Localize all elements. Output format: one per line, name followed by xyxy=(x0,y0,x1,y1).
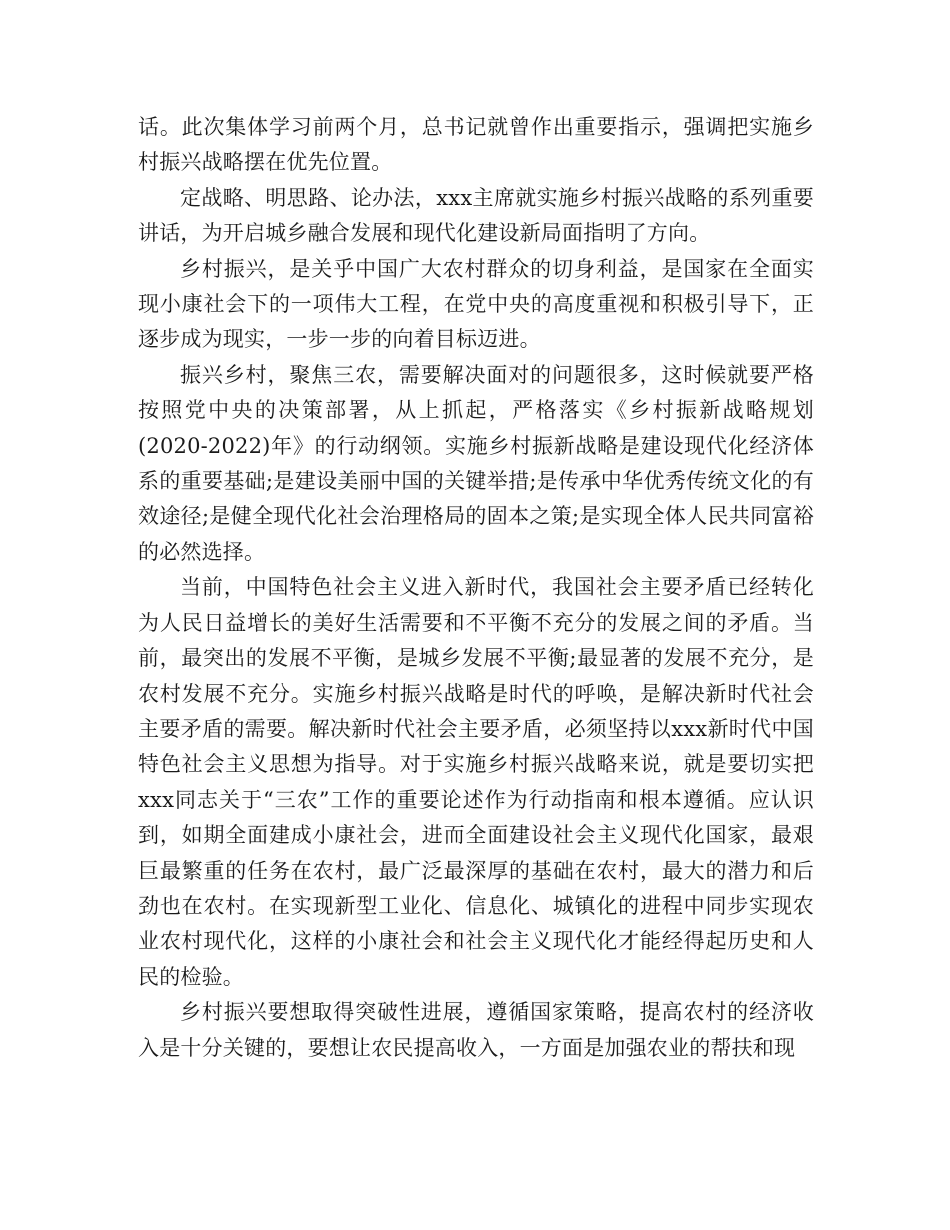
paragraph-1: 话。此次集体学习前两个月，总书记就曾作出重要指示，强调把实施乡村振兴战略摆在优先位置。 xyxy=(138,115,814,175)
paragraph-3: 乡村振兴，是关乎中国广大农村群众的切身利益，是国家在全面实现小康社会下的一项伟大工程，在党中央的高度重视和积极引导下，正逐步成为现实，一步一步的向着目标迈进。 xyxy=(138,256,814,352)
paragraph-4: 振兴乡村，聚焦三农，需要解决面对的问题很多，这时候就要严格按照党中央的决策部署，从上抓起，严格落实《乡村振新战略规划(2020-2022)年》的行动纲领。实施乡村振新战略是建设现代化经济体系的重要基础;是建设美丽中国的关键举措;是传承中华优秀传统文化的有效途径;是健全现代化社会治理格局的固本之策;是实现全体人民共同富裕的必然选择。 xyxy=(138,362,814,564)
paragraph-5: 当前，中国特色社会主义进入新时代，我国社会主要矛盾已经转化为人民日益增长的美好生活需要和不平衡不充分的发展之间的矛盾。当前，最突出的发展不平衡，是城乡发展不平衡;最显著的发展不充分，是农村发展不充分。实施乡村振兴战略是时代的呼唤，是解决新时代社会主要矛盾的需要。解决新时代社会主要矛盾，必须坚持以xxx新时代中国特色社会主义思想为指导。对于实施乡村振兴战略来说，就是要切实把xxx同志关于“三农”工作的重要论述作为行动指南和根本遵循。应认识到，如期全面建成小康社会，进而全面建设社会主义现代化国家，最艰巨最繁重的任务在农村，最广泛最深厚的基础在农村，最大的潜力和后劲也在农村。在实现新型工业化、信息化、城镇化的进程中同步实现农业农村现代化，这样的小康社会和社会主义现代化才能经得起历史和人民的检验。 xyxy=(138,575,814,989)
document-body xyxy=(138,110,814,1066)
paragraph-6: 乡村振兴要想取得突破性进展，遵循国家策略，提高农村的经济收入是十分关键的，要想让农民提高收入，一方面是加强农业的帮扶和现 xyxy=(138,1000,814,1060)
paragraph-2: 定战略、明思路、论办法，xxx主席就实施乡村振兴战略的系列重要讲话，为开启城乡融合发展和现代化建设新局面指明了方向。 xyxy=(138,185,814,246)
